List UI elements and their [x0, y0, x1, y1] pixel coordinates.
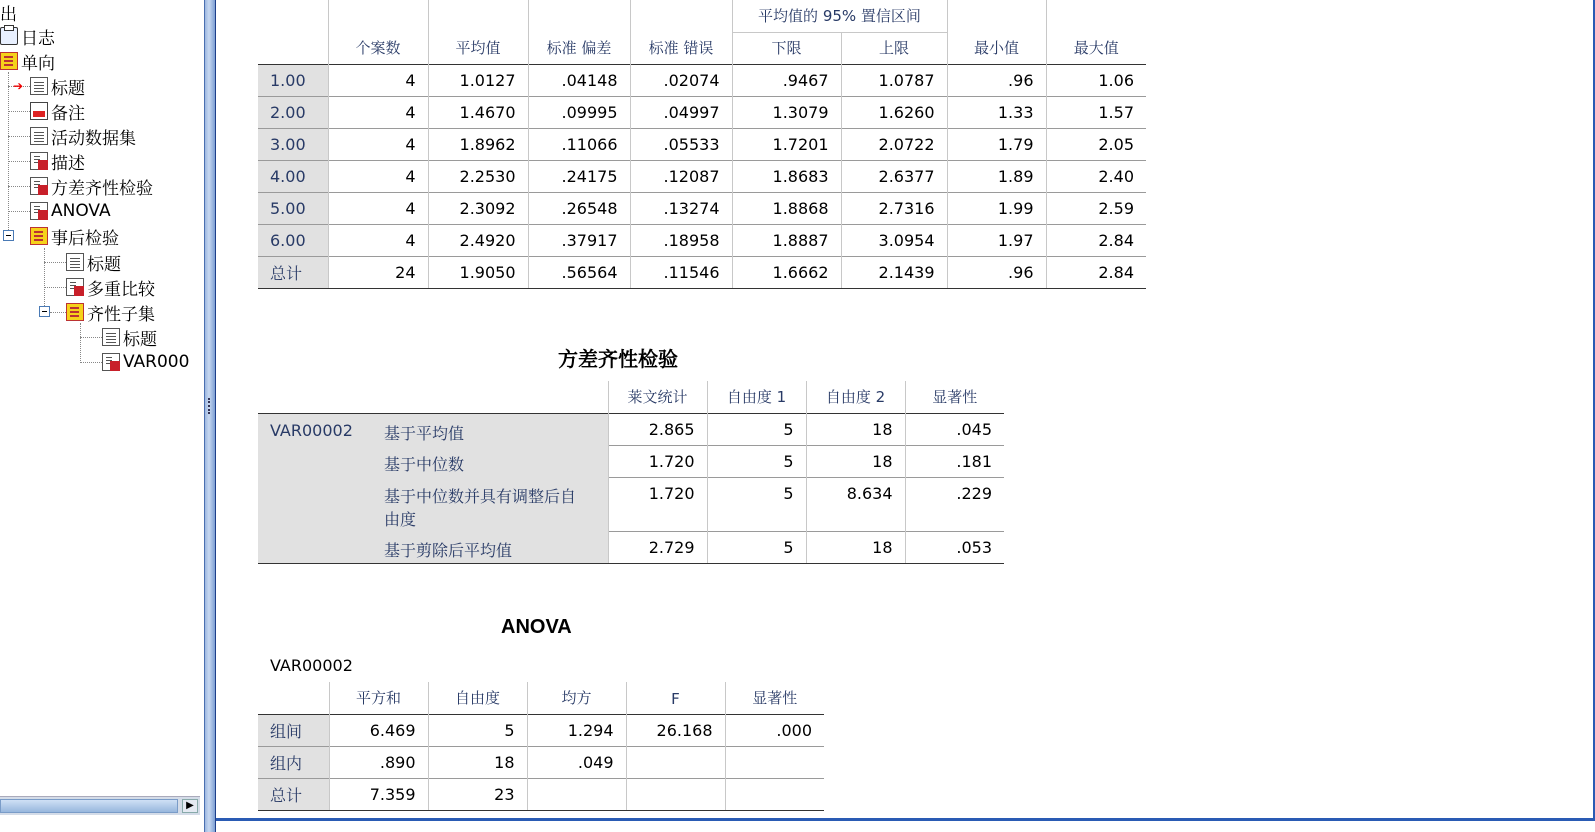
table-cell: 2.2530: [428, 160, 528, 192]
tree-item-post-hoc[interactable]: [30, 224, 119, 248]
column-header: 自由度 1: [707, 381, 806, 413]
scrollbar-thumb[interactable]: [0, 799, 178, 813]
table-cell: 18: [806, 445, 905, 477]
tree-item-descriptives[interactable]: [30, 149, 85, 173]
table-cell: 7.359: [329, 778, 428, 810]
row-label: 组内: [258, 746, 329, 778]
tree-item-log[interactable]: [0, 24, 55, 48]
table-cell: .09995: [528, 96, 630, 128]
table-cell: 1.6662: [732, 256, 841, 288]
table-cell: 1.57: [1046, 96, 1146, 128]
table-cell: 2.729: [608, 531, 707, 563]
tree-item-notes[interactable]: [30, 99, 85, 123]
table-cell: 26.168: [626, 714, 725, 746]
current-item-arrow-icon: ➔: [13, 79, 24, 93]
table-cell: 18: [428, 746, 527, 778]
table-icon: [66, 278, 84, 296]
column-header: 上限: [841, 32, 947, 64]
table-cell: 4: [328, 96, 428, 128]
table-cell: 2.3092: [428, 192, 528, 224]
table-cell: .26548: [528, 192, 630, 224]
table-row: [258, 413, 1004, 445]
table-cell: 1.0787: [841, 64, 947, 96]
tree-item-title[interactable]: [102, 325, 157, 349]
row-label: 5.00: [258, 192, 328, 224]
window-border: [216, 818, 1595, 821]
table-cell: 1.720: [608, 445, 707, 477]
table-cell: [626, 746, 725, 778]
table-cell: [626, 778, 725, 810]
output-book-icon: [0, 52, 18, 70]
tree-item-title[interactable]: [30, 74, 85, 98]
table-cell: 1.0127: [428, 64, 528, 96]
title-icon: [66, 253, 84, 271]
tree-connector: [80, 323, 81, 363]
tree-item-active-dataset[interactable]: [30, 124, 136, 148]
table-cell: .02074: [630, 64, 732, 96]
tree-item-multiple-comparisons[interactable]: [66, 275, 155, 299]
table-cell: 5: [707, 531, 806, 563]
table-row: [258, 778, 824, 810]
ci-header: 平均值的 95% 置信区间: [732, 0, 947, 32]
table-cell: 3.0954: [841, 224, 947, 256]
notes-icon: [30, 102, 48, 120]
table-cell: 1.89: [947, 160, 1046, 192]
table-icon: [30, 152, 48, 170]
table-row: [258, 714, 824, 746]
dataset-icon: [30, 127, 48, 145]
column-header: F: [626, 682, 725, 714]
tree-connector: [8, 161, 30, 162]
column-header: 最小值: [947, 32, 1046, 64]
tree-item-oneway[interactable]: [0, 49, 55, 73]
table-row: [258, 192, 1146, 224]
row-label: 总计: [258, 256, 328, 288]
header-row: [258, 381, 1004, 413]
column-header: 平均值: [428, 32, 528, 64]
output-navigator: [0, 0, 204, 832]
output-book-icon: [66, 303, 84, 321]
row-label: 1.00: [258, 64, 328, 96]
table-cell: 2.865: [608, 413, 707, 445]
table-cell: .000: [725, 714, 824, 746]
table-cell: .12087: [630, 160, 732, 192]
table-cell: .11066: [528, 128, 630, 160]
table-cell: 1.8868: [732, 192, 841, 224]
table-icon: [30, 177, 48, 195]
table-cell: 2.0722: [841, 128, 947, 160]
table-cell: 4: [328, 224, 428, 256]
table-row: [258, 746, 824, 778]
table-cell: 1.8887: [732, 224, 841, 256]
table-cell: 2.40: [1046, 160, 1146, 192]
tree-root-label: 出: [0, 4, 17, 25]
table-cell: .05533: [630, 128, 732, 160]
table-cell: 6.469: [329, 714, 428, 746]
table-cell: 2.05: [1046, 128, 1146, 160]
table-cell: .049: [527, 746, 626, 778]
table-cell: .56564: [528, 256, 630, 288]
row-label: 2.00: [258, 96, 328, 128]
table-cell: 5: [707, 477, 806, 531]
tree-item-label: 单向: [21, 53, 55, 74]
column-header: 莱文统计: [608, 381, 707, 413]
table-cell: 1.294: [527, 714, 626, 746]
table-cell: 4: [328, 64, 428, 96]
table-row: [258, 256, 1146, 288]
tree-item-label: 日志: [21, 28, 55, 49]
table-cell: .04997: [630, 96, 732, 128]
row-label: 基于中位数并具有调整后自由度: [372, 477, 608, 531]
table-cell: 2.4920: [428, 224, 528, 256]
header-row: [258, 682, 824, 714]
tree-connector: [8, 211, 30, 212]
table-cell: 5: [707, 445, 806, 477]
tree-connector: [50, 312, 66, 313]
tree-item-homogeneous-subsets[interactable]: [66, 300, 155, 324]
column-header: 最大值: [1046, 32, 1146, 64]
tree-item-label: 标题: [51, 78, 85, 99]
table-cell: .890: [329, 746, 428, 778]
tree-item-label: VAR000: [123, 352, 190, 372]
table-cell: .11546: [630, 256, 732, 288]
tree-item-homogeneity[interactable]: [30, 174, 153, 198]
tree-item-label: 描述: [51, 153, 85, 174]
row-label: 基于平均值: [372, 413, 608, 445]
table-cell: 4: [328, 128, 428, 160]
table-cell: 23: [428, 778, 527, 810]
table-cell: .045: [905, 413, 1004, 445]
tree-item-label: ANOVA: [51, 201, 111, 221]
table-cell: .04148: [528, 64, 630, 96]
tree-item-label: 事后检验: [51, 228, 119, 249]
table-cell: 8.634: [806, 477, 905, 531]
anova-table: [258, 682, 824, 811]
anova-variable-caption: VAR00002: [270, 656, 353, 675]
tree-connector: [44, 248, 45, 312]
tree-item-var[interactable]: [102, 350, 189, 374]
table-cell: 4: [328, 192, 428, 224]
table-row: [258, 96, 1146, 128]
table-row: [258, 128, 1146, 160]
table-cell: 1.3079: [732, 96, 841, 128]
table-cell: .18958: [630, 224, 732, 256]
table-cell: 1.6260: [841, 96, 947, 128]
splitter-grip-icon: [208, 398, 214, 414]
table-cell: .96: [947, 64, 1046, 96]
row-label: 总计: [258, 778, 329, 810]
header-row: [258, 32, 1146, 64]
table-cell: 1.720: [608, 477, 707, 531]
log-icon: [0, 27, 18, 45]
anova-title: ANOVA: [501, 616, 572, 638]
tree-connector: [44, 287, 66, 288]
tree-item-label: 活动数据集: [51, 128, 136, 149]
tree-connector: [8, 72, 9, 232]
tree-item-label: 多重比较: [87, 279, 155, 300]
output-book-icon: [30, 227, 48, 245]
pane-splitter[interactable]: [204, 0, 216, 832]
homogeneity-table: [258, 381, 1004, 564]
tree-connector: [80, 362, 102, 363]
table-cell: .24175: [528, 160, 630, 192]
table-cell: 18: [806, 413, 905, 445]
column-header: 标准 偏差: [528, 32, 630, 64]
table-cell: 2.1439: [841, 256, 947, 288]
table-cell: [725, 778, 824, 810]
scroll-right-arrow-icon[interactable]: ▶: [182, 799, 198, 813]
column-header: 自由度: [428, 682, 527, 714]
table-cell: [527, 778, 626, 810]
table-row: [258, 64, 1146, 96]
column-header: 个案数: [328, 32, 428, 64]
table-cell: 4: [328, 160, 428, 192]
table-cell: .181: [905, 445, 1004, 477]
column-header: 下限: [732, 32, 841, 64]
collapse-toggle-icon[interactable]: [3, 230, 14, 241]
row-label: 组间: [258, 714, 329, 746]
tree-connector: [80, 337, 102, 338]
table-cell: 1.06: [1046, 64, 1146, 96]
table-cell: 1.9050: [428, 256, 528, 288]
title-icon: [102, 328, 120, 346]
table-icon: [30, 202, 48, 220]
navigator-horizontal-scrollbar[interactable]: [0, 796, 200, 815]
table-cell: .13274: [630, 192, 732, 224]
tree-connector: [8, 136, 30, 137]
tree-connector: [44, 262, 66, 263]
table-cell: 5: [428, 714, 527, 746]
tree-item-label: 标题: [87, 254, 121, 275]
column-header: 显著性: [905, 381, 1004, 413]
row-label: 4.00: [258, 160, 328, 192]
table-cell: 1.97: [947, 224, 1046, 256]
column-header: 平方和: [329, 682, 428, 714]
tree-item-title[interactable]: [66, 250, 121, 274]
tree-item-label: 方差齐性检验: [51, 178, 153, 199]
table-cell: 1.99: [947, 192, 1046, 224]
table-cell: 5: [707, 413, 806, 445]
table-icon: [102, 353, 120, 371]
table-cell: .229: [905, 477, 1004, 531]
row-label: 基于剪除后平均值: [372, 531, 608, 563]
table-cell: 1.33: [947, 96, 1046, 128]
table-row: [258, 160, 1146, 192]
row-label: 基于中位数: [372, 445, 608, 477]
table-cell: 1.8683: [732, 160, 841, 192]
collapse-toggle-icon[interactable]: [39, 306, 50, 317]
column-header: 均方: [527, 682, 626, 714]
column-header: 自由度 2: [806, 381, 905, 413]
table-cell: 2.84: [1046, 256, 1146, 288]
column-header: 显著性: [725, 682, 824, 714]
table-cell: 1.8962: [428, 128, 528, 160]
tree-connector: [8, 186, 30, 187]
table-cell: 2.84: [1046, 224, 1146, 256]
tree-item-label: 备注: [51, 103, 85, 124]
homogeneity-title: 方差齐性检验: [558, 347, 678, 371]
row-label: 6.00: [258, 224, 328, 256]
descriptives-table: [258, 0, 1146, 289]
row-label: 3.00: [258, 128, 328, 160]
table-cell: 18: [806, 531, 905, 563]
row-group-label: VAR00002: [258, 413, 372, 563]
table-cell: .053: [905, 531, 1004, 563]
table-cell: 1.7201: [732, 128, 841, 160]
table-cell: 1.4670: [428, 96, 528, 128]
table-cell: .37917: [528, 224, 630, 256]
table-cell: 2.6377: [841, 160, 947, 192]
tree-connector: [8, 111, 30, 112]
table-cell: 2.7316: [841, 192, 947, 224]
tree-item-anova[interactable]: [30, 199, 111, 223]
tree-item-label: 齐性子集: [87, 304, 155, 325]
title-icon: [30, 77, 48, 95]
table-cell: 2.59: [1046, 192, 1146, 224]
tree-root[interactable]: [0, 0, 17, 24]
table-row: [258, 224, 1146, 256]
column-header: 标准 错误: [630, 32, 732, 64]
tree-item-label: 标题: [123, 329, 157, 350]
table-cell: 1.79: [947, 128, 1046, 160]
table-cell: 24: [328, 256, 428, 288]
table-cell: .9467: [732, 64, 841, 96]
table-cell: .96: [947, 256, 1046, 288]
table-cell: [725, 746, 824, 778]
